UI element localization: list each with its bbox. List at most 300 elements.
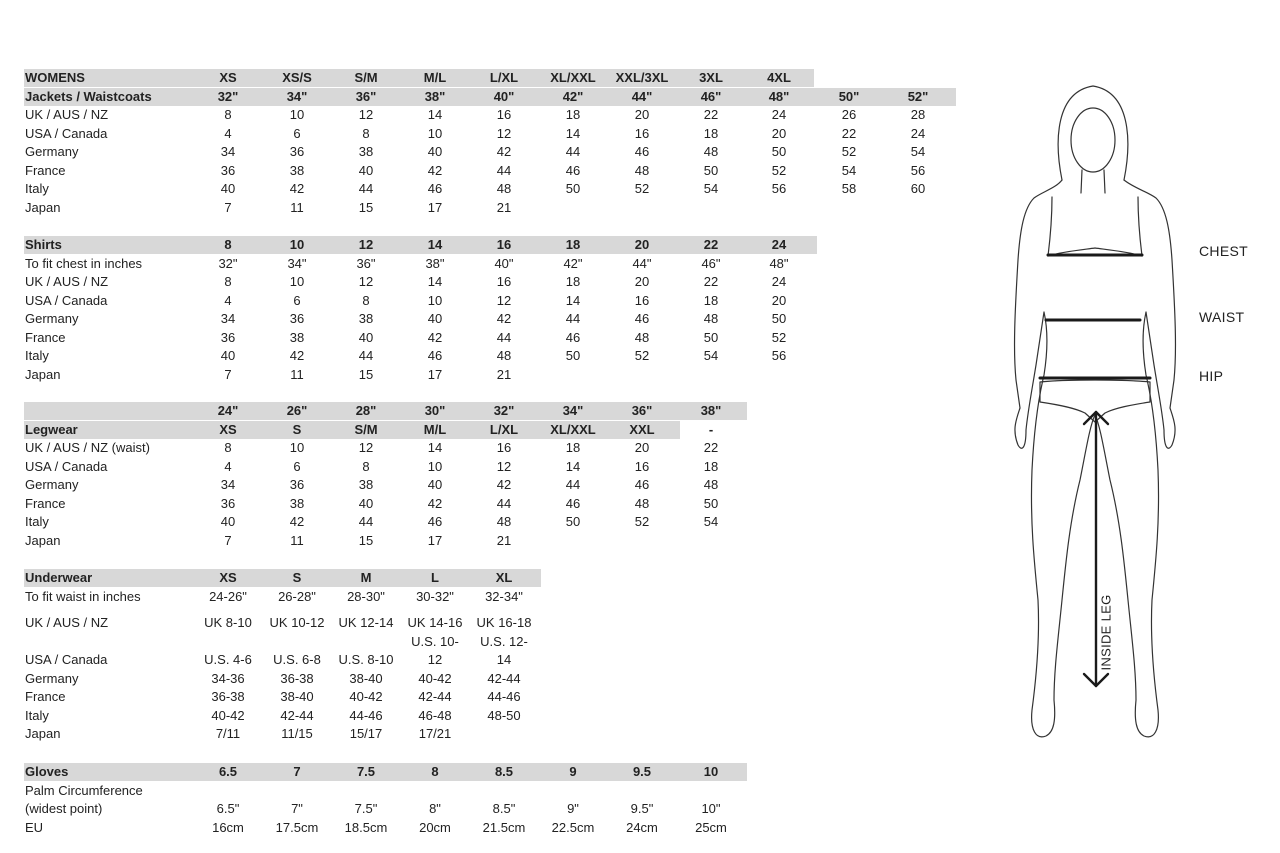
table-cell: 22 (703, 440, 719, 455)
table-cell: 44 (565, 144, 581, 159)
table-cell: 10 (289, 440, 305, 455)
table-cell: 8 (224, 107, 232, 122)
table-cell: 18 (565, 107, 581, 122)
table-cell: 16 (496, 274, 512, 289)
table-cell: 20 (634, 274, 650, 289)
table-cell: 50 (771, 311, 787, 326)
table-cell: 17 (427, 366, 443, 382)
table-cell: 24-26" (209, 588, 247, 604)
table-cell: 40 (220, 181, 236, 196)
row-label: USA / Canada (25, 458, 108, 474)
row-label: (widest point) (25, 801, 103, 816)
table-cell: 14 (565, 125, 581, 141)
table-row (0, 651, 1000, 669)
table-cell: 11 (290, 199, 304, 215)
table-cell: 20cm (419, 819, 451, 835)
table-cell: 15 (358, 532, 374, 548)
table-cell: 25cm (695, 819, 727, 835)
column-header: 34" (286, 88, 308, 104)
table-cell: 36 (220, 162, 236, 178)
legwear-header-row (0, 402, 1000, 420)
table-cell: 20 (771, 125, 787, 141)
table-cell: 40 (358, 329, 374, 345)
table-row (0, 707, 1000, 725)
table-cell: 12 (358, 440, 374, 455)
table-row (0, 588, 1000, 606)
table-cell: 20 (634, 440, 650, 455)
table-cell: 28-30" (347, 588, 385, 604)
table-cell: 18 (703, 292, 719, 308)
table-cell: 48 (496, 181, 512, 196)
table-cell: 36 (289, 144, 305, 159)
table-cell: 34" (287, 255, 307, 271)
table-cell: 7 (224, 532, 232, 548)
table-cell: UK 16-18 (476, 615, 532, 630)
table-row (0, 162, 1000, 180)
table-cell: 12 (358, 107, 374, 122)
column-header: 7 (293, 764, 301, 779)
row-label: To fit chest in inches (25, 255, 143, 271)
table-cell: 46" (701, 255, 721, 271)
table-cell: 42 (427, 162, 443, 178)
table-cell: 38 (289, 495, 305, 511)
table-cell: U.S. 12- (480, 633, 528, 649)
column-header: XL/XXL (550, 70, 596, 85)
row-label: USA / Canada (25, 125, 108, 141)
table-cell: 42 (496, 144, 512, 159)
table-row (0, 614, 1000, 632)
table-cell: 44 (496, 495, 512, 511)
column-header: 9.5 (632, 764, 652, 779)
body-measurement-figure (990, 80, 1248, 748)
table-cell: 36 (289, 311, 305, 326)
table-cell: 10 (427, 458, 443, 474)
table-cell: 15 (358, 366, 374, 382)
table-cell: 17 (427, 532, 443, 548)
table-cell: 22.5cm (551, 819, 595, 835)
table-cell: 48 (496, 348, 512, 363)
table-cell: 42" (563, 255, 583, 271)
column-header: L/XL (489, 421, 519, 437)
table-cell: 52 (634, 181, 650, 196)
table-cell: 24 (771, 107, 787, 122)
row-label: France (25, 689, 66, 704)
column-header: 52" (907, 88, 929, 104)
column-header: 22 (703, 237, 719, 252)
table-cell: 46 (634, 311, 650, 326)
column-header: 48" (768, 88, 790, 104)
table-cell: 17 (427, 199, 443, 215)
table-cell: 24 (910, 125, 926, 141)
table-cell: 4 (224, 292, 232, 308)
table-cell: 40 (220, 348, 236, 363)
table-cell: 42 (289, 181, 305, 196)
table-cell: 6 (293, 292, 301, 308)
table-cell: 16cm (212, 819, 244, 835)
row-label: Germany (25, 144, 79, 159)
table-cell: 32" (218, 255, 238, 271)
column-header: 34" (562, 403, 584, 418)
shirts-header-row (0, 236, 1000, 254)
table-cell: 38 (358, 144, 374, 159)
table-row (0, 292, 1000, 310)
table-cell: 8 (224, 274, 232, 289)
table-cell: 50 (771, 144, 787, 159)
table-cell: 30-32" (416, 588, 454, 604)
table-cell: 42 (496, 311, 512, 326)
column-header: 4XL (767, 70, 791, 85)
column-header: 24" (217, 403, 239, 418)
table-cell: 16 (634, 292, 650, 308)
column-header: XXL (629, 421, 655, 437)
table-cell: 9" (567, 801, 579, 816)
womens-header-row (0, 69, 1000, 87)
row-label: USA / Canada (25, 292, 108, 308)
table-row (0, 366, 1000, 384)
table-cell: 36 (220, 329, 236, 345)
table-cell: 58 (841, 181, 857, 196)
table-row (0, 329, 1000, 347)
table-cell: 46 (634, 477, 650, 492)
table-cell: 42 (289, 348, 305, 363)
column-header: 32" (217, 88, 239, 104)
table-cell: 38 (358, 311, 374, 326)
table-cell: 48 (496, 514, 512, 529)
column-header: S (292, 570, 302, 585)
table-cell: 54 (841, 162, 857, 178)
table-cell: 50 (565, 181, 581, 196)
table-row (0, 199, 1000, 217)
table-cell: 42-44 (418, 689, 452, 704)
table-cell: 22 (703, 107, 719, 122)
table-cell: 40 (427, 311, 443, 326)
row-label: Japan (25, 726, 61, 741)
row-label: UK / AUS / NZ (25, 107, 109, 122)
table-cell: 44-46 (487, 689, 521, 704)
column-header: S (292, 421, 302, 437)
column-header: M/L (423, 70, 447, 85)
table-cell: 42-44 (280, 707, 314, 723)
table-cell: U.S. 10- (411, 633, 459, 649)
table-cell: 14 (427, 440, 443, 455)
table-cell: 15 (358, 199, 374, 215)
column-header: XS (219, 570, 237, 585)
table-cell: 52 (771, 329, 787, 345)
table-cell: 12 (496, 292, 512, 308)
table-row (0, 458, 1000, 476)
table-cell: 36-38 (280, 670, 314, 686)
table-cell: 38 (289, 329, 305, 345)
column-header: 8.5 (494, 764, 514, 779)
table-cell: 14 (427, 107, 443, 122)
row-label: WOMENS (25, 70, 85, 85)
table-cell: 40-42 (211, 707, 245, 723)
table-cell: 17/21 (418, 726, 452, 741)
table-cell: 12 (496, 458, 512, 474)
table-cell: 48 (634, 162, 650, 178)
column-header: 42" (562, 88, 584, 104)
table-cell: 56 (910, 162, 926, 178)
column-header: 10 (289, 237, 305, 252)
column-header: XS (219, 70, 237, 85)
row-label: UK / AUS / NZ (25, 274, 109, 289)
table-cell: 46 (565, 329, 581, 345)
table-cell: 40 (220, 514, 236, 529)
table-cell: 50 (565, 348, 581, 363)
table-cell: 20 (634, 107, 650, 122)
row-label: EU (25, 819, 44, 835)
table-cell: 50 (565, 514, 581, 529)
table-cell: 36" (356, 255, 376, 271)
table-cell: 48 (703, 477, 719, 492)
column-header: 40" (493, 88, 515, 104)
row-label: France (25, 495, 66, 511)
gloves-header-row (0, 763, 1000, 781)
table-cell: 54 (703, 514, 719, 529)
table-cell: 24 (771, 274, 787, 289)
table-cell: 14 (565, 292, 581, 308)
table-cell: 8 (224, 440, 232, 455)
row-label: Japan (25, 532, 61, 548)
table-row (0, 688, 1000, 706)
row-label: Italy (25, 707, 49, 723)
table-cell: 34 (220, 477, 236, 492)
table-cell: 40" (494, 255, 514, 271)
column-header: 8 (224, 237, 232, 252)
row-label: Legwear (25, 421, 78, 437)
column-header: - (708, 421, 714, 437)
table-cell: 46 (565, 162, 581, 178)
table-row (0, 143, 1000, 161)
column-header: XXL/3XL (615, 70, 669, 85)
table-cell: 48-50 (487, 707, 521, 723)
table-cell: 54 (703, 348, 719, 363)
table-row (0, 782, 1000, 800)
column-header: 12 (358, 237, 374, 252)
table-row (0, 495, 1000, 513)
column-header: XS/S (282, 70, 312, 85)
column-header: M (360, 570, 372, 585)
table-cell: 8 (362, 292, 370, 308)
table-cell: 10 (289, 274, 305, 289)
column-header: 6.5 (218, 764, 238, 779)
table-cell: 18 (565, 440, 581, 455)
column-header: 28" (355, 403, 377, 418)
table-cell: UK 12-14 (338, 615, 394, 630)
row-label: To fit waist in inches (25, 588, 141, 604)
table-cell: 56 (771, 181, 787, 196)
legwear-header-row (0, 421, 1000, 439)
table-cell: UK 8-10 (204, 615, 252, 630)
table-row (0, 347, 1000, 365)
table-row (0, 725, 1000, 743)
chest-label: CHEST (1199, 243, 1248, 259)
column-header: XS (219, 421, 237, 437)
table-cell: 48 (634, 495, 650, 511)
table-cell: 50 (703, 329, 719, 345)
column-header: S/M (354, 421, 378, 437)
inside-leg-label: INSIDE LEG (1098, 594, 1114, 671)
underwear-header-row (0, 569, 1000, 587)
row-label: UK / AUS / NZ (waist) (25, 440, 150, 455)
column-header: 38" (700, 403, 722, 418)
table-cell: 38-40 (349, 670, 383, 686)
table-cell: 12 (358, 274, 374, 289)
table-cell: 7/11 (215, 726, 241, 741)
column-header: L (431, 570, 439, 585)
column-header: 44" (631, 88, 653, 104)
womens-header-row (0, 88, 1000, 106)
column-header: 20 (634, 237, 650, 252)
table-cell: 8" (429, 801, 441, 816)
row-label: Jackets / Waistcoats (25, 88, 152, 104)
column-header: 18 (565, 237, 581, 252)
table-cell: 21 (496, 199, 512, 215)
table-cell: 18.5cm (344, 819, 388, 835)
column-header: 38" (424, 88, 446, 104)
table-row (0, 633, 1000, 651)
table-cell: 44 (358, 514, 374, 529)
table-cell: 46 (565, 495, 581, 511)
table-cell: 46 (427, 348, 443, 363)
table-cell: 12 (496, 125, 512, 141)
column-header: 16 (496, 237, 512, 252)
row-label: USA / Canada (25, 652, 108, 667)
table-cell: 54 (703, 181, 719, 196)
table-cell: 34 (220, 144, 236, 159)
table-cell: 10 (427, 125, 443, 141)
table-cell: 28 (910, 107, 926, 122)
row-label: France (25, 329, 66, 345)
table-cell: UK 14-16 (407, 615, 463, 630)
table-cell: 44 (496, 162, 512, 178)
table-cell: 11 (290, 366, 304, 382)
table-cell: 52 (634, 514, 650, 529)
column-header: 36" (631, 403, 653, 418)
column-header: 50" (838, 88, 860, 104)
row-label: Germany (25, 311, 79, 326)
table-cell: 42 (496, 477, 512, 492)
table-cell: 7.5" (354, 801, 378, 816)
table-cell: U.S. 6-8 (273, 652, 321, 667)
table-cell: U.S. 8-10 (338, 652, 394, 667)
column-header: XL (495, 570, 513, 585)
table-cell: 12 (427, 652, 443, 667)
row-label: Italy (25, 348, 49, 363)
table-cell: 18 (565, 274, 581, 289)
column-header: 24 (771, 237, 787, 252)
table-row (0, 819, 1000, 837)
column-header: 10 (703, 764, 719, 779)
table-cell: 44 (565, 477, 581, 492)
table-cell: 21 (496, 532, 512, 548)
table-cell: 26-28" (278, 588, 316, 604)
table-cell: 16 (634, 125, 650, 141)
table-cell: 48" (769, 255, 789, 271)
table-row (0, 439, 1000, 457)
table-cell: 40 (427, 144, 443, 159)
table-cell: 4 (224, 125, 232, 141)
table-cell: 14 (496, 652, 512, 667)
table-cell: 18 (703, 458, 719, 474)
table-cell: 11/15 (281, 726, 313, 741)
column-header: 36" (355, 88, 377, 104)
row-label: Japan (25, 366, 61, 382)
table-cell: UK 10-12 (269, 615, 325, 630)
table-row (0, 513, 1000, 531)
row-label: Germany (25, 670, 79, 686)
table-cell: 44 (358, 181, 374, 196)
row-label: Germany (25, 477, 79, 492)
table-cell: 48 (703, 144, 719, 159)
table-cell: 46 (634, 144, 650, 159)
column-header: 3XL (699, 70, 723, 85)
table-cell: 8.5" (492, 801, 516, 816)
table-cell: 38-40 (280, 689, 314, 704)
column-header: S/M (354, 70, 378, 85)
column-header: 32" (493, 403, 515, 418)
table-row (0, 532, 1000, 550)
table-cell: 42 (427, 329, 443, 345)
column-header: 30" (424, 403, 446, 418)
row-label: Italy (25, 181, 49, 196)
row-label: Palm Circumference (25, 782, 143, 798)
column-header: L/XL (489, 70, 519, 85)
table-cell: 26 (841, 107, 857, 122)
table-cell: 20 (771, 292, 787, 308)
table-cell: 6.5" (216, 801, 240, 816)
table-cell: 21.5cm (482, 819, 526, 835)
table-cell: 40 (358, 162, 374, 178)
table-cell: 42-44 (487, 670, 521, 686)
column-header: 7.5 (356, 764, 376, 779)
row-label: Shirts (25, 237, 62, 252)
table-cell: 7" (291, 801, 303, 816)
table-cell: 21 (496, 366, 512, 382)
table-cell: 34-36 (211, 670, 245, 686)
table-cell: 50 (703, 495, 719, 511)
table-cell: 40-42 (418, 670, 452, 686)
table-cell: 14 (427, 274, 443, 289)
table-cell: 9.5" (630, 801, 654, 816)
table-row (0, 180, 1000, 198)
row-label: Japan (25, 199, 61, 215)
table-cell: 44 (358, 348, 374, 363)
table-cell: 48 (634, 329, 650, 345)
table-cell: 38" (425, 255, 445, 271)
table-cell: 16 (496, 107, 512, 122)
table-cell: 10 (289, 107, 305, 122)
row-label: France (25, 162, 66, 178)
table-cell: 46 (427, 514, 443, 529)
table-row (0, 255, 1000, 273)
table-cell: 44 (496, 329, 512, 345)
hip-label: HIP (1199, 368, 1224, 384)
row-label: Italy (25, 514, 49, 529)
table-cell: 16 (634, 458, 650, 474)
table-cell: 44 (565, 311, 581, 326)
table-cell: 18 (703, 125, 719, 141)
table-cell: 6 (293, 458, 301, 474)
body-outline-icon (990, 80, 1180, 745)
table-cell: 8 (362, 125, 370, 141)
column-header: M/L (423, 421, 447, 437)
table-row (0, 273, 1000, 291)
table-cell: 11 (290, 532, 304, 548)
table-cell: 15/17 (349, 726, 383, 741)
table-row (0, 125, 1000, 143)
table-cell: 40-42 (349, 689, 383, 704)
